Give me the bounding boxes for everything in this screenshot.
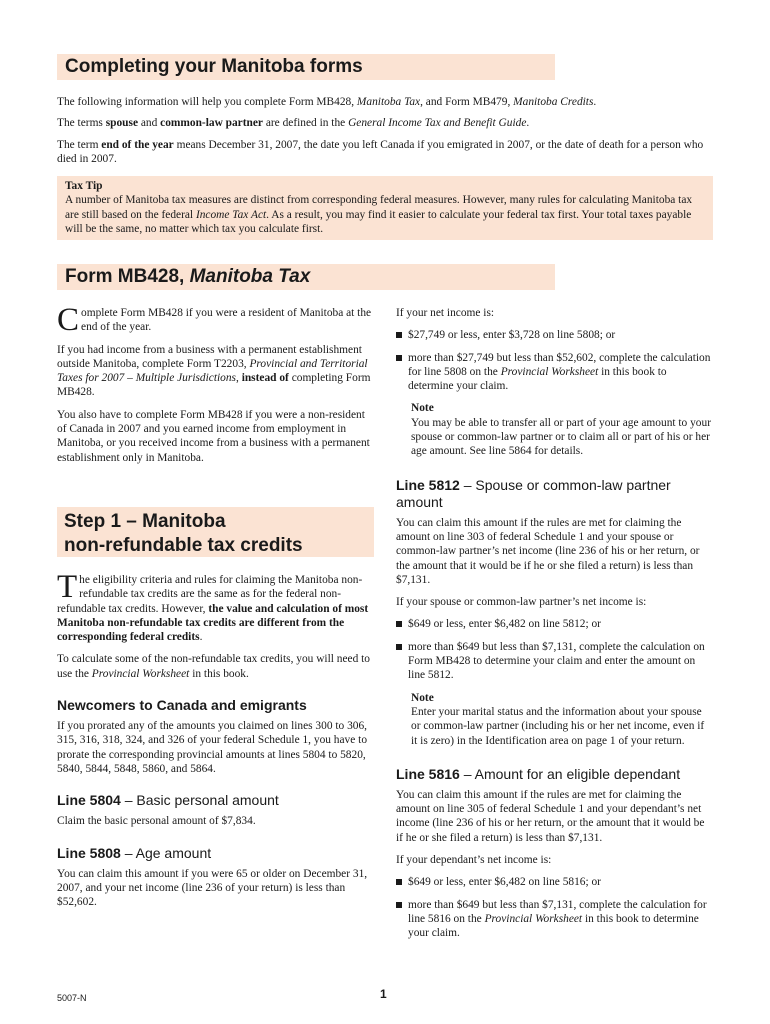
- bullet-square-icon: [396, 902, 402, 908]
- intro-section: [57, 95, 717, 166]
- line-5808-heading: Line 5808 – Age amount: [57, 844, 212, 861]
- newcomers-text: If you prorated any of the amounts you claimed on lines 300 to 306, 315, 316, 318, 324, and 326 of your federal Schedule 1, you have to prorate the corresponding provincial amounts at lines 5804 to 5820, 5840, 5844, 5848, 5860, and 5864.: [57, 720, 368, 775]
- step1-paragraph-2: To calculate some of the non-refundable tax credits, you will need to use the Provincial Worksheet in this book.: [57, 653, 370, 680]
- newcomers-heading: Newcomers to Canada and emigrants: [57, 697, 307, 714]
- line-5804-text: Claim the basic personal amount of $7,834.: [57, 815, 256, 828]
- step-1-title-line-1: Step 1 – Manitoba: [64, 511, 226, 532]
- line-5816-text: You can claim this amount if the rules are met for claiming the amount on line 305 of federal Schedule 1 and your dependant’s net income (line 236 of his or her return, or the amount that it would be if he or she filed a return) is less than $7,131.: [396, 788, 705, 844]
- note-age-amount: Note You may be able to transfer all or part of your age amount to your spouse or common-law partner or to claim all or part of his or her age amount. See line 5864 for details.: [411, 402, 711, 458]
- list-item: more than $27,749 but less than $52,602, complete the calculation for line 5808 on the Provincial Worksheet in this book to determine your claim.: [396, 351, 713, 394]
- line-5816-heading: Line 5816 – Amount for an eligible dependant: [396, 765, 681, 782]
- bullet-square-icon: [396, 644, 402, 650]
- tax-tip-text: A number of Manitoba tax measures are distinct from corresponding federal measures. However, many rules for calculating Manitoba tax are still based on the federal Income Tax Act. As a result, you may find it easier to calculate your federal tax first. Your total taxes payable will be the same, no matter which tax you calculate first.: [65, 194, 693, 235]
- list-item: $649 or less, enter $6,482 on line 5816; or: [396, 875, 713, 889]
- list-item: $27,749 or less, enter $3,728 on line 5808; or: [396, 328, 713, 342]
- bullet-square-icon: [396, 355, 402, 361]
- intro-paragraph-1: The following information will help you complete Form MB428, Manitoba Tax, and Form MB479, Manitoba Credits.: [57, 96, 597, 108]
- list-item: more than $649 but less than $7,131, complete the calculation for line 5816 on the Provincial Worksheet in this book to determine your claim.: [396, 898, 713, 941]
- intro-paragraph-2: The terms spouse and common-law partner are defined in the General Income Tax and Benefit Guide.: [57, 117, 530, 130]
- spouse-income-intro: If your spouse or common-law partner’s net income is:: [396, 596, 647, 609]
- bullet-square-icon: [396, 332, 402, 338]
- form-code: 5007-N: [57, 993, 87, 1003]
- bullet-square-icon: [396, 879, 402, 885]
- tax-tip-heading: Tax Tip: [65, 180, 103, 192]
- left-paragraph-2: If you had income from a business with a permanent establishment outside Manitoba, complete Form T2203, Provincial and Territorial Taxes for 2007 – Multiple Jurisdictions, instead of completing Form MB428.: [57, 343, 371, 399]
- left-column-intro: [57, 302, 374, 473]
- page-title-band: [57, 54, 555, 80]
- form-section-band: [57, 264, 555, 290]
- line-5804-heading: Line 5804 – Basic personal amount: [57, 792, 279, 809]
- left-column-step1: [57, 569, 374, 917]
- step-1-band: [57, 507, 374, 557]
- tax-tip-box: [57, 176, 713, 240]
- drop-cap-c: C: [57, 302, 80, 338]
- step1-paragraph-1: The eligibility criteria and rules for claiming the Manitoba non-refundable tax credits are the same as for the federal non-refundable tax credits. However, the value and calculation of most Manitoba non-refundable tax credits are different from the corresponding federal credits.: [57, 569, 369, 644]
- note-marital-status: Note Enter your marital status and the information about your spouse or common-law partner (including his or her net income, even if it is zero) in the Identification area on page 1 of your return.: [411, 691, 705, 747]
- step-1-title-line-2: non-refundable tax credits: [64, 535, 303, 556]
- left-paragraph-3: You also have to complete Form MB428 if you were a non-resident of Canada in 2007 and you earned income from employment in Manitoba, or you received income from a business with a permanent establishment only in Manitoba.: [57, 408, 370, 464]
- page-number: 1: [380, 987, 387, 1001]
- line-5812-text: You can claim this amount if the rules are met for claiming the amount on line 303 of federal Schedule 1 and your spouse or common-law partner’s net income (line 236 of his or her return, or the amount that it would be if he or she filed a return) is less than $7,131.: [396, 516, 700, 586]
- drop-cap-t: T: [57, 569, 78, 605]
- line-5812-heading: Line 5812 – Spouse or common-law partner amount: [396, 476, 671, 510]
- left-paragraph-1: Complete Form MB428 if you were a resident of Manitoba at the end of the year.: [57, 302, 372, 338]
- dependant-income-intro: If your dependant’s net income is:: [396, 854, 552, 867]
- net-income-intro: If your net income is:: [396, 307, 495, 319]
- line-5808-text: You can claim this amount if you were 65 or older on December 31, 2007, and your net income (line 236 of your return) is less than $52,602.: [57, 867, 368, 909]
- right-column: [396, 306, 713, 949]
- bullet-square-icon: [396, 621, 402, 627]
- intro-paragraph-3: The term end of the year means December 31, 2007, the date you left Canada if you emigrated in 2007, or the date of death for a person who died in 2007.: [57, 138, 704, 165]
- list-item: $649 or less, enter $6,482 on line 5812; or: [396, 617, 713, 631]
- page-title: Completing your Manitoba forms: [65, 56, 363, 77]
- list-item: more than $649 but less than $7,131, complete the calculation on Form MB428 to determine your claim and enter the amount on line 5812.: [396, 640, 713, 683]
- form-section-title: Form MB428, Manitoba Tax: [65, 266, 311, 287]
